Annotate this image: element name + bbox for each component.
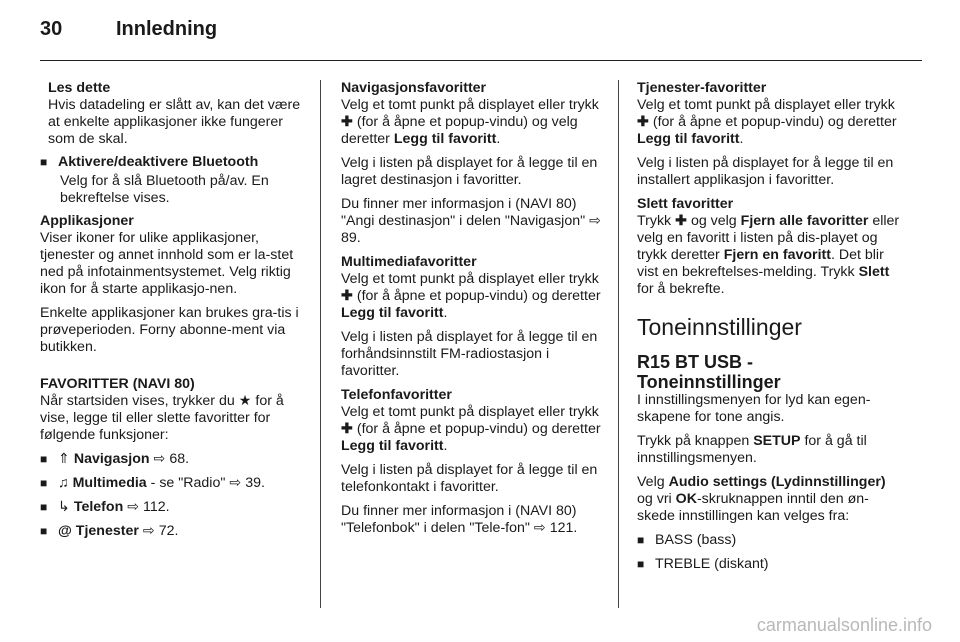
bullet-icon: ■ <box>637 533 645 547</box>
ref-arrow-icon: ⇨ <box>533 520 546 536</box>
mm-fav-text-2: Velg i listen på displayet for å legge til en forhåndsinnstilt FM-radiostasjon i favoritter. <box>341 329 598 379</box>
ref-arrow-icon: ⇨ <box>127 499 140 515</box>
watermark: carmanualsonline.info <box>756 615 932 635</box>
phone-icon: ↳ <box>58 499 70 515</box>
nav-fav-text-3: Du finner mer informasjon i (NAVI 80) "Angi destinasjon" i delen "Navigasjon" ⇨ 89. <box>341 196 601 246</box>
ref-arrow-icon: ⇨ <box>142 523 155 539</box>
page-title: Innledning <box>116 18 218 40</box>
column-1 <box>40 80 303 547</box>
list-item: ■ TREBLE (diskant) <box>637 556 769 572</box>
bullet-item <box>40 154 303 171</box>
apps-title: Applikasjoner <box>40 213 134 229</box>
list-item: ■ ↳ Telefon ⇨ 112. <box>40 499 170 515</box>
tel-fav-text: Velg et tomt punkt på displayet eller trykk ✚ (for å åpne et popup-vindu) og deretter Legg til favoritt. <box>341 404 601 454</box>
mm-fav-title: Multimediafavoritter <box>341 254 477 270</box>
nav-fav-text-2: Velg i listen på displayet for å legge til en lagret destinasjon i favoritter. <box>341 155 598 188</box>
bullet-icon: ■ <box>40 452 48 466</box>
bluetooth-label: Aktivere/deaktivere Bluetooth <box>58 154 259 170</box>
tone-text-2: Trykk på knappen SETUP for å gå til innstillingsmenyen. <box>637 433 867 466</box>
nav-fav-text: Velg et tomt punkt på displayet eller trykk ✚ (for å åpne et popup-vindu) og velg deretter Legg til favoritt. <box>341 97 599 147</box>
note-text: Hvis datadeling er slått av, kan det være at enkelte applikasjoner ikke fungerer som de skal. <box>48 97 301 147</box>
favorites-text: Når startsiden vises, trykker du ★ for å vise, legge til eller slette favoritter for følgende funksjoner: <box>40 393 284 443</box>
tone-text-3: Velg Audio settings (Lydinnstillinger) og vri OK-skruknappen inntil den øn-skede innstillingen kan velges fra: <box>637 474 886 524</box>
column-divider <box>618 80 619 608</box>
bullet-icon: ■ <box>40 155 48 169</box>
column-3 <box>637 80 900 580</box>
svc-fav-text-2: Velg i listen på displayet for å legge til en installert applikasjon i favoritter. <box>637 155 894 188</box>
bullet-icon: ■ <box>40 476 48 490</box>
plus-icon: ✚ <box>341 421 353 437</box>
star-icon: ★ <box>238 393 252 409</box>
bluetooth-text: Velg for å slå Bluetooth på/av. En bekreftelse vises. <box>60 173 269 206</box>
column-divider <box>320 80 321 608</box>
bullet-icon: ■ <box>40 500 48 514</box>
tel-fav-text-2: Velg i listen på displayet for å legge til en telefonkontakt i favoritter. <box>341 462 598 495</box>
subsection-heading: R15 BT USB - Toneinnstillinger <box>637 352 781 392</box>
svc-fav-text: Velg et tomt punkt på displayet eller trykk ✚ (for å åpne et popup-vindu) og deretter Legg til favoritt. <box>637 97 897 147</box>
delete-fav-text: Trykk ✚ og velg Fjern alle favoritter eller velg en favoritt i listen på dis-playet og trykk deretter Fjern en favoritt. Det blir vist en bekreftelses-melding. Trykk Slett for å bekrefte. <box>637 213 900 297</box>
list-item: ■ ♫ Multimedia - se "Radio" ⇨ 39. <box>40 475 265 491</box>
ref-arrow-icon: ⇨ <box>229 475 242 491</box>
column-2 <box>341 80 604 544</box>
at-icon: @ <box>58 523 72 539</box>
delete-fav-title: Slett favoritter <box>637 196 734 212</box>
favorites-title: FAVORITTER (NAVI 80) <box>40 376 195 392</box>
ref-arrow-icon: ⇨ <box>153 451 166 467</box>
page-number: 30 <box>40 18 63 40</box>
note-title: Les dette <box>48 80 111 96</box>
navigation-icon: ⇑ <box>58 451 70 467</box>
bullet-icon: ■ <box>40 524 48 538</box>
tel-fav-title: Telefonfavoritter <box>341 387 452 403</box>
mm-fav-text: Velg et tomt punkt på displayet eller trykk ✚ (for å åpne et popup-vindu) og deretter Legg til favoritt. <box>341 271 601 321</box>
header-rule <box>40 60 922 61</box>
list-item: ■ BASS (bass) <box>637 532 737 548</box>
apps-text-2: Enkelte applikasjoner kan brukes gra-tis i prøveperioden. Forny abonne-ment via butikken. <box>40 305 299 355</box>
page-header <box>40 18 217 48</box>
apps-text: Viser ikoner for ulike applikasjoner, tjenester og annet innhold som er la-stet ned på infotainmentsystemet. Velg riktig ikon for å starte applikasjo-nen. <box>40 230 294 297</box>
bullet-icon: ■ <box>637 557 645 571</box>
ref-arrow-icon: ⇨ <box>589 213 601 229</box>
note-block <box>40 80 303 148</box>
svc-fav-title: Tjenester-favoritter <box>637 80 767 96</box>
plus-icon: ✚ <box>341 288 353 304</box>
list-item: ■ ⇑ Navigasjon ⇨ 68. <box>40 451 190 467</box>
plus-icon: ✚ <box>341 114 353 130</box>
music-icon: ♫ <box>58 475 69 491</box>
plus-icon: ✚ <box>637 114 649 130</box>
nav-fav-title: Navigasjonsfavoritter <box>341 80 487 96</box>
tone-text-1: I innstillingsmenyen for lyd kan egen-skapene for tone angis. <box>637 392 871 425</box>
section-heading: Toneinnstillinger <box>637 314 802 340</box>
tel-fav-text-3: Du finner mer informasjon i (NAVI 80) "Telefonbok" i delen "Tele-fon" ⇨ 121. <box>341 503 578 536</box>
list-item: ■ @ Tjenester ⇨ 72. <box>40 523 179 539</box>
plus-icon: ✚ <box>675 213 687 229</box>
